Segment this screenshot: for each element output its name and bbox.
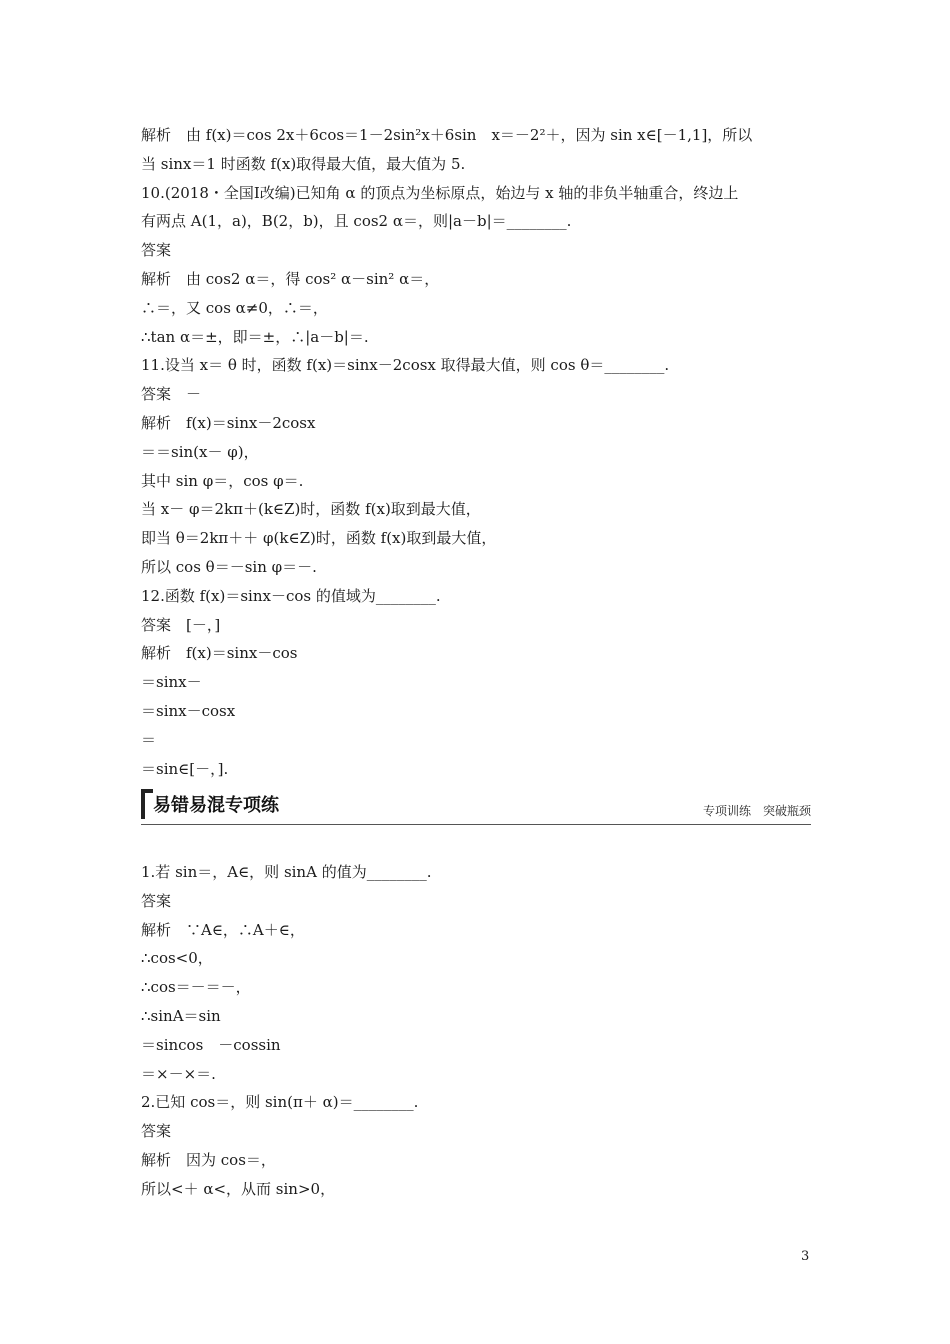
text-line: 2.已知 cos＝，则 sin(π＋ α)＝________. bbox=[141, 1093, 419, 1112]
text-line: 解析 由 cos2 α＝，得 cos² α－sin² α＝， bbox=[141, 270, 440, 288]
text-line: 所以 cos θ＝－sin φ＝－. bbox=[141, 558, 317, 576]
text-line: 10.(2018・全国Ⅰ改编)已知角 α 的顶点为坐标原点，始边与 x 轴的非负半轴重合，终边上 bbox=[141, 183, 739, 202]
text-line: 当 x－ φ＝2kπ＋(k∈Z)时，函数 f(x)取到最大值， bbox=[141, 500, 481, 519]
text-line: ∴cos<0， bbox=[141, 949, 213, 968]
text-line: 其中 sin φ＝，cos φ＝. bbox=[141, 471, 304, 490]
text-line: 解析 f(x)＝sinx－cos bbox=[141, 644, 298, 663]
text-line: 当 sinx＝1 时函数 f(x)取得最大值，最大值为 5. bbox=[141, 154, 466, 173]
text-line: 解析 由 f(x)＝cos 2x＋6cos＝1－2sin²x＋6sin x＝－2²＋，因为 sin x∈[－1,1]，所以 bbox=[141, 126, 753, 144]
text-line: ＝sincos －cossin bbox=[141, 1035, 281, 1054]
text-line: ∴＝，又 cos α≠0，∴＝， bbox=[141, 298, 328, 317]
text-line: 答案 [－，] bbox=[141, 615, 221, 634]
text-line: 1.若 sin＝，A∈，则 sinA 的值为________. bbox=[141, 863, 432, 881]
banner-bracket-icon bbox=[141, 789, 145, 819]
text-line: ∴tan α＝±，即＝±，∴|a－b|＝. bbox=[141, 327, 369, 346]
section-divider bbox=[141, 824, 811, 825]
section-subtitle: 专项训练 突破瓶颈 bbox=[702, 804, 811, 818]
text-line: ＝×－×＝. bbox=[141, 1064, 216, 1083]
text-line: 解析 ∵A∈，∴A＋∈， bbox=[141, 920, 305, 939]
section-banner bbox=[141, 789, 811, 829]
page-number: 3 bbox=[801, 1249, 810, 1264]
text-line: 答案 bbox=[141, 891, 172, 910]
text-line: 12.函数 f(x)＝sinx－cos 的值域为________. bbox=[141, 586, 441, 605]
text-line: ＝＝sin(x－ φ)， bbox=[141, 442, 259, 461]
text-line: 答案 bbox=[141, 1122, 172, 1141]
text-line: ＝sinx－cosx bbox=[141, 702, 236, 720]
text-line: ＝sin∈[－，]. bbox=[141, 759, 229, 778]
text-line: ∴cos＝－＝－， bbox=[141, 978, 251, 997]
text-line: ＝ bbox=[141, 730, 157, 749]
text-line: 即当 θ＝2kπ＋＋ φ(k∈Z)时，函数 f(x)取到最大值， bbox=[141, 529, 497, 548]
text-line: 解析 因为 cos＝， bbox=[141, 1151, 276, 1169]
text-line: ＝sinx－ bbox=[141, 673, 202, 692]
text-line: 答案 － bbox=[141, 385, 202, 404]
text-line: ∴sinA＝sin bbox=[141, 1007, 221, 1025]
text-line: 11.设当 x＝ θ 时，函数 f(x)＝sinx－2cosx 取得最大值，则 cos θ＝________. bbox=[141, 356, 670, 375]
text-line: 所以<＋ α<，从而 sin>0， bbox=[141, 1179, 336, 1198]
text-line: 有两点 A(1，a)，B(2，b)，且 cos2 α＝，则|a－b|＝________. bbox=[141, 212, 572, 231]
section-title: 易错易混专项练 bbox=[153, 795, 279, 816]
text-line: 解析 f(x)＝sinx－2cosx bbox=[141, 414, 316, 432]
text-line: 答案 bbox=[141, 241, 172, 260]
